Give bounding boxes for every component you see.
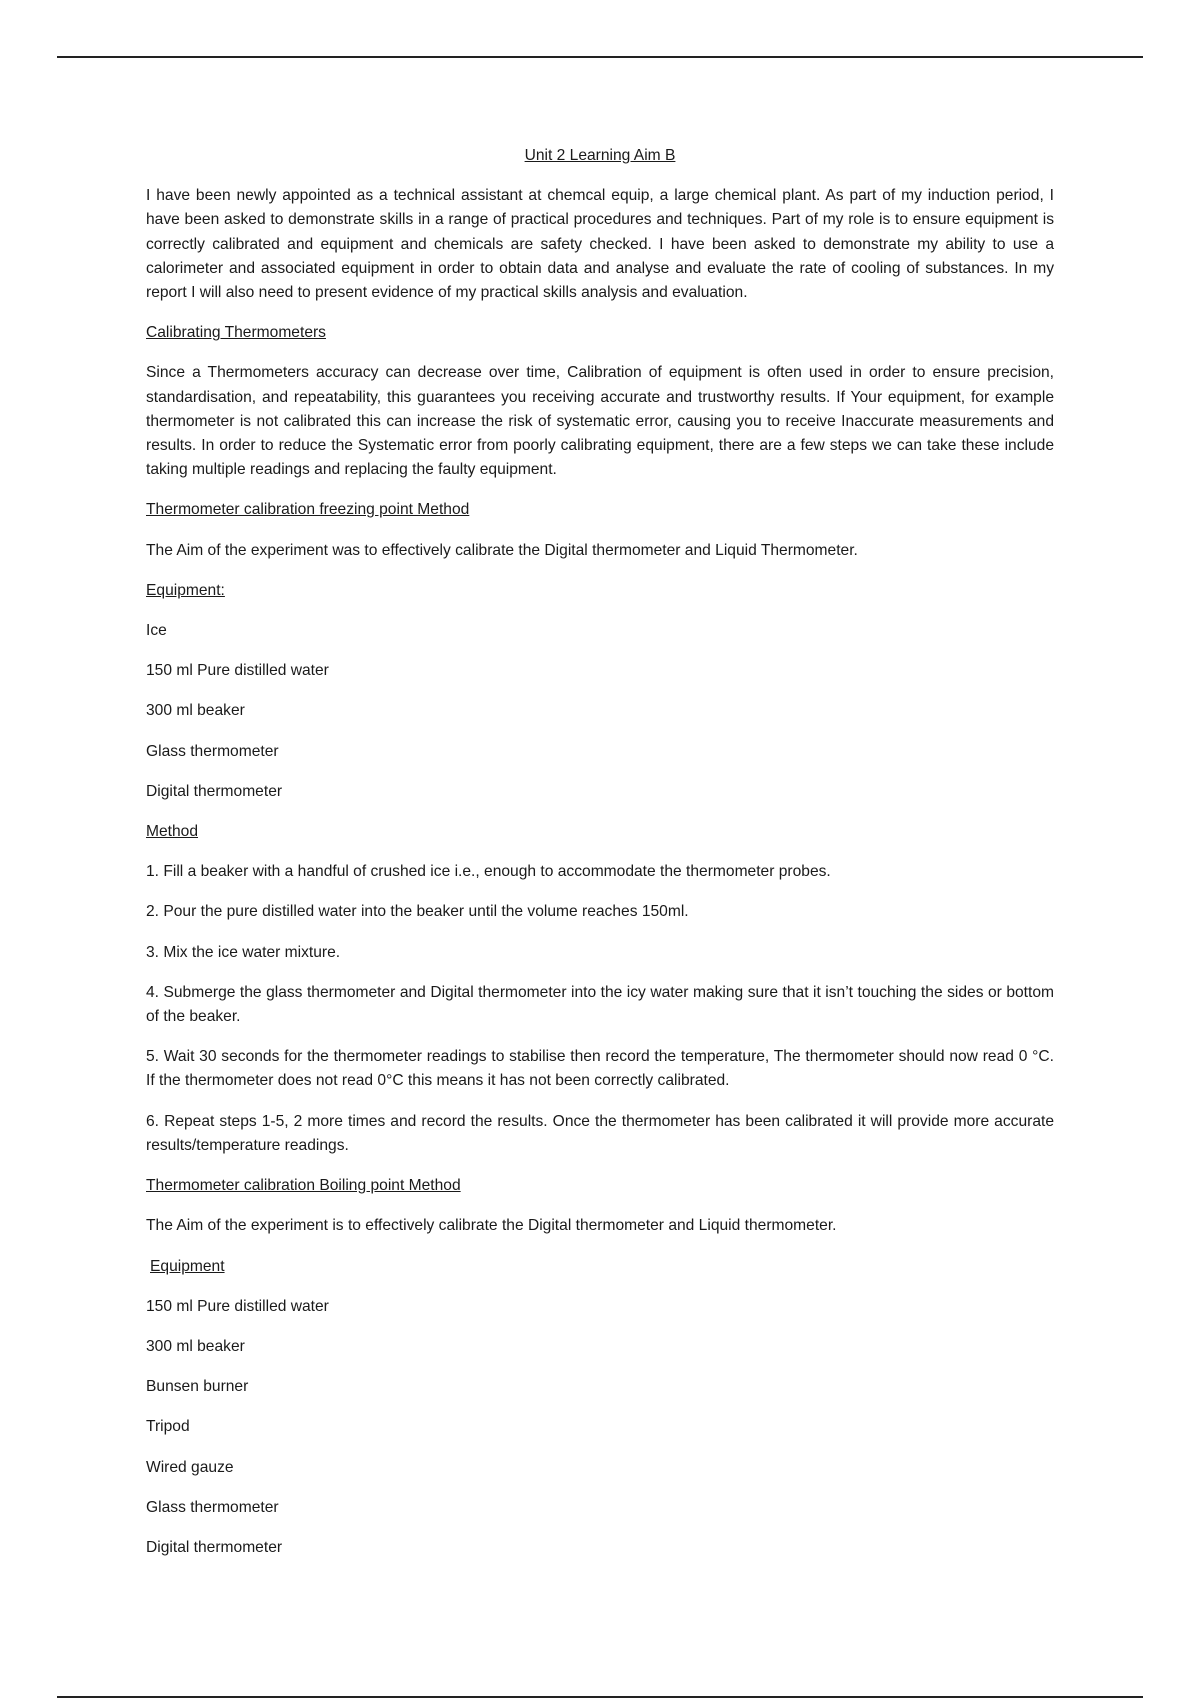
freezing-method-steps-heading: Method (146, 823, 199, 841)
method-step: 4. Submerge the glass thermometer and Digital thermometer into the icy water making sure that it isn’t touching the sides or bottom of the beaker. (146, 983, 1054, 1026)
document-title: Unit 2 Learning Aim B (524, 147, 676, 164)
boiling-equipment-item: Digital thermometer (146, 1538, 283, 1556)
calibrating-paragraph: Since a Thermometers accuracy can decrease over time, Calibration of equipment is often used in order to ensure precision, standardisation, and repeatability, this guarantees you receiving accurate and trustworthy results. If Your equipment, for example thermometer is not calibrated this can increase the risk of systematic error, causing you to receive Inaccurate measurements and results. In order to reduce the Systematic error from poorly calibrating equipment, there are a few steps we can take these include taking multiple readings and replacing the faulty equipment. (146, 364, 1054, 479)
freezing-method-heading: Thermometer calibration freezing point Method (146, 501, 470, 519)
boiling-equipment-item: Glass thermometer (146, 1498, 279, 1516)
freezing-equipment-item: 300 ml beaker (146, 702, 245, 720)
freezing-equipment-item: 150 ml Pure distilled water (146, 662, 329, 680)
boiling-equipment-item: 150 ml Pure distilled water (146, 1297, 329, 1315)
method-step: 2. Pour the pure distilled water into the beaker until the volume reaches 150ml. (146, 903, 689, 921)
boiling-equipment-item: 300 ml beaker (146, 1337, 245, 1355)
boiling-method-heading: Thermometer calibration Boiling point Method (146, 1177, 461, 1195)
method-step: 3. Mix the ice water mixture. (146, 943, 341, 961)
method-step: 6. Repeat steps 1-5, 2 more times and record the results. Once the thermometer has been calibrated it will provide more accurate results/temperature readings. (146, 1112, 1054, 1154)
method-step: 5. Wait 30 seconds for the thermometer readings to stabilise then record the temperature, The thermometer should now read 0 °C. If the thermometer does not read 0°C this means it has not been correctly calibrated. (146, 1048, 1054, 1090)
boiling-equipment-heading: Equipment (150, 1257, 225, 1275)
freezing-equipment-item: Digital thermometer (146, 782, 283, 800)
method-step: 1. Fill a beaker with a handful of crushed ice i.e., enough to accommodate the thermometer probes. (146, 863, 831, 881)
boiling-equipment-item: Tripod (146, 1418, 190, 1436)
document-page (146, 144, 1054, 1576)
freezing-equipment-heading: Equipment: (146, 581, 225, 599)
freezing-equipment-item: Ice (146, 622, 167, 640)
footer-rule (57, 1696, 1143, 1698)
header-rule (57, 56, 1143, 58)
boiling-equipment-item: Bunsen burner (146, 1378, 249, 1396)
boiling-equipment-item: Wired gauze (146, 1458, 234, 1476)
intro-paragraph: I have been newly appointed as a technical assistant at chemcal equip, a large chemical plant. As part of my induction period, I have been asked to demonstrate skills in a range of practical procedures and techniques. Part of my role is to ensure equipment is correctly calibrated and equipment and chemicals are safety checked. I have been asked to demonstrate my ability to use a calorimeter and associated equipment in order to obtain data and analyse and evaluate the rate of cooling of substances. In my report I will also need to present evidence of my practical skills analysis and evaluation. (146, 187, 1054, 302)
boiling-aim: The Aim of the experiment is to effectively calibrate the Digital thermometer and Liquid thermometer. (146, 1217, 837, 1235)
freezing-aim: The Aim of the experiment was to effectively calibrate the Digital thermometer and Liquid Thermometer. (146, 541, 858, 559)
calibrating-heading: Calibrating Thermometers (146, 324, 326, 342)
freezing-equipment-item: Glass thermometer (146, 742, 279, 760)
